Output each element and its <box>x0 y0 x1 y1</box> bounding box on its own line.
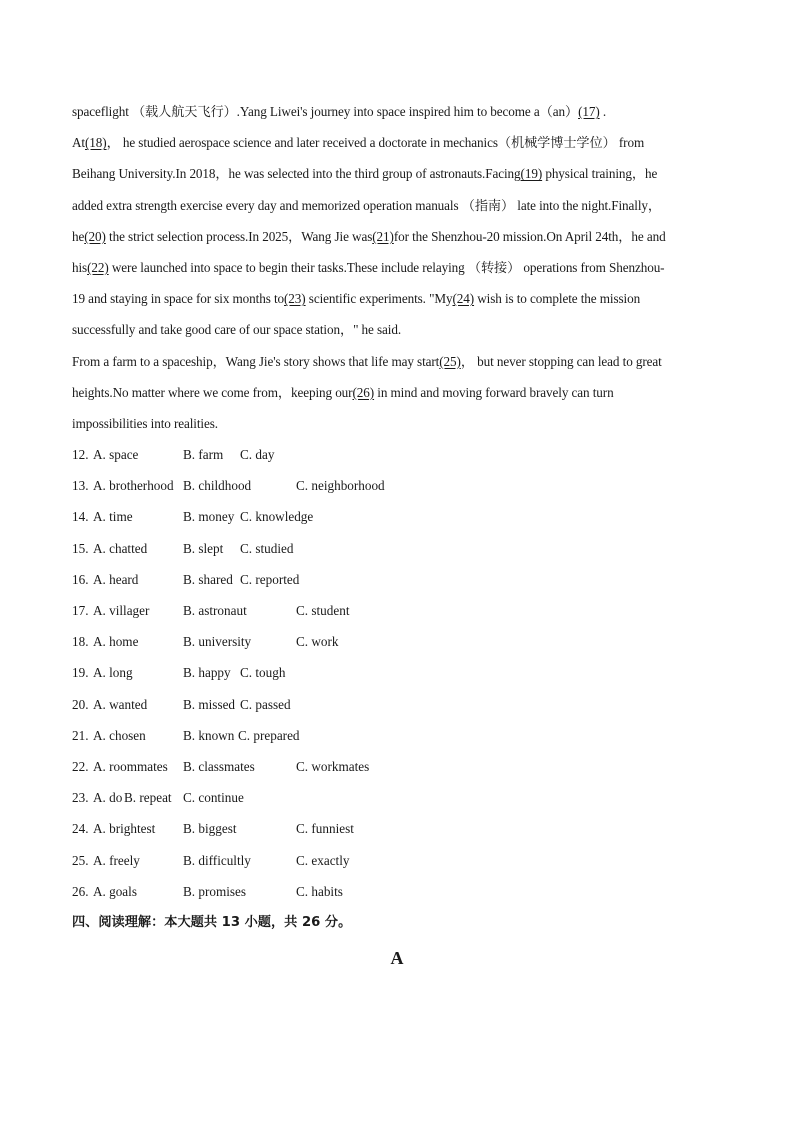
option-b: B. repeat <box>124 790 172 806</box>
option-a: A. time <box>93 509 133 525</box>
passage-line <box>72 408 722 439</box>
question-row <box>72 845 722 876</box>
option-a: A. roommates <box>93 758 168 774</box>
question-number: 17. <box>72 603 89 618</box>
option-c: C. funniest <box>296 821 354 837</box>
option-c: C. neighborhood <box>296 478 385 494</box>
option-c: C. workmates <box>296 758 370 774</box>
section-heading-mid: 小题，共 <box>240 914 302 930</box>
passage-line <box>72 346 722 377</box>
option-b: B. difficultly <box>183 852 251 868</box>
option-c: C. day <box>240 447 275 463</box>
question-row <box>72 657 722 688</box>
passage-text: his <box>72 259 88 275</box>
option-c: C. studied <box>240 540 294 556</box>
section-heading-score: 26 <box>301 914 321 930</box>
option-a: A. long <box>93 665 133 681</box>
question-number: 23. <box>72 790 89 806</box>
option-b: B. farm <box>183 447 224 463</box>
option-c: C. tough <box>240 665 286 681</box>
question-number: 13. <box>72 478 89 494</box>
question-number: 19. <box>72 665 89 681</box>
question-row <box>72 533 722 564</box>
passage-line <box>72 252 722 283</box>
passage-text: successfully and take good care of our space station，" he said. <box>72 322 402 338</box>
option-b: B. astronaut <box>183 603 247 618</box>
option-c: C. student <box>296 603 350 618</box>
passage-text: spaceflight （载人航天飞行）.Yang Liwei's journey into space inspired him to become a（an） <box>72 104 579 119</box>
question-row <box>72 876 722 907</box>
question-row <box>72 595 722 626</box>
passage-text: At <box>72 135 85 151</box>
option-c: C. passed <box>240 696 291 712</box>
passage-line <box>72 314 722 345</box>
passage-text: Beihang University.In 2018，he was selected into the third group of astronauts.Facing <box>72 166 521 182</box>
question-row <box>72 470 722 501</box>
option-b: B. known <box>183 727 235 743</box>
option-c: C. continue <box>183 790 244 806</box>
blank-number: (22) <box>87 259 109 275</box>
blank-number: (20) <box>84 228 106 244</box>
option-c: C. knowledge <box>240 509 314 525</box>
passage-text: he <box>72 228 85 244</box>
blank-number: (23) <box>284 291 306 307</box>
question-row <box>72 564 722 595</box>
passage-line <box>72 158 722 189</box>
passage-text: added extra strength exercise every day and memorized operation manuals （指南） late into the night.Finally， <box>72 197 661 213</box>
option-c: C. prepared <box>238 727 300 743</box>
question-row <box>72 782 722 813</box>
option-c: C. work <box>296 634 339 650</box>
option-b: B. biggest <box>183 821 237 837</box>
option-a: A. chatted <box>93 540 148 556</box>
passage-text: heights.No matter where we come from，keeping our <box>72 384 353 400</box>
question-number: 25. <box>72 852 89 868</box>
blank-number: (25) <box>439 353 461 369</box>
option-b: B. shared <box>183 571 233 587</box>
option-a: A. home <box>93 634 139 650</box>
blank-number: (21) <box>372 228 394 244</box>
option-b: B. missed <box>183 696 236 712</box>
option-a: A. do <box>93 790 123 806</box>
passage-text: scientific experiments. "My <box>305 291 453 307</box>
blank-number: (17) <box>578 104 600 119</box>
passage-text: From a farm to a spaceship，Wang Jie's story shows that life may start <box>72 353 440 369</box>
option-c: C. reported <box>240 571 300 587</box>
question-number: 16. <box>72 571 89 587</box>
question-list <box>72 439 722 907</box>
question-row <box>72 720 722 751</box>
cloze-passage <box>72 96 722 439</box>
passage-text: physical training，he <box>542 166 658 182</box>
part-title: A <box>390 948 404 968</box>
question-number: 20. <box>72 696 89 712</box>
option-a: A. space <box>93 447 139 463</box>
option-b: B. slept <box>183 540 224 556</box>
option-c: C. exactly <box>296 852 350 868</box>
question-number: 18. <box>72 634 89 650</box>
section-heading-prefix: 四、阅读理解：本大题共 <box>72 914 222 930</box>
question-number: 21. <box>72 727 89 743</box>
question-number: 26. <box>72 883 89 899</box>
passage-line <box>72 96 722 127</box>
option-a: A. chosen <box>93 727 146 743</box>
passage-line <box>72 127 722 158</box>
passage-text: 19 and staying in space for six months to <box>72 291 285 307</box>
option-b: B. money <box>183 509 235 525</box>
passage-text: were launched into space to begin their tasks.These include relaying （转接） operations from Shenzhou- <box>108 259 665 275</box>
question-number: 14. <box>72 509 89 525</box>
question-number: 22. <box>72 758 89 774</box>
option-b: B. happy <box>183 665 231 681</box>
passage-text: wish is to complete the mission <box>474 291 641 307</box>
passage-text: ， but never stopping can lead to great <box>460 353 662 369</box>
option-b: B. childhood <box>183 478 252 494</box>
passage-text: . <box>599 104 607 119</box>
question-row <box>72 626 722 657</box>
passage-text: for the Shenzhou-20 mission.On April 24th，he and <box>393 228 666 244</box>
blank-number: (24) <box>452 291 475 307</box>
passage-text: impossibilities into realities. <box>72 415 218 431</box>
option-a: A. brightest <box>93 821 156 837</box>
section-heading-count: 13 <box>221 914 241 930</box>
option-b: B. classmates <box>183 758 255 774</box>
option-a: A. brotherhood <box>93 478 174 494</box>
option-a: A. freely <box>93 852 140 868</box>
option-a: A. heard <box>93 571 139 587</box>
option-b: B. promises <box>183 883 247 899</box>
blank-number: (26) <box>352 384 375 400</box>
question-number: 15. <box>72 540 89 556</box>
passage-line <box>72 190 722 221</box>
option-c: C. habits <box>296 883 343 899</box>
passage-text: ， he studied aerospace science and later received a doctorate in mechanics（机械学博士学位） from <box>106 135 645 151</box>
question-row <box>72 689 722 720</box>
section-heading <box>72 907 722 938</box>
passage-line <box>72 283 722 314</box>
question-row <box>72 751 722 782</box>
blank-number: (18) <box>85 135 107 151</box>
option-a: A. villager <box>93 603 150 618</box>
question-row <box>72 501 722 532</box>
blank-number: (19) <box>520 166 543 182</box>
passage-line <box>72 221 722 252</box>
question-number: 12. <box>72 447 89 463</box>
question-number: 24. <box>72 821 89 837</box>
passage-text: the strict selection process.In 2025，Wang Jie was <box>105 228 373 244</box>
question-row <box>72 813 722 844</box>
option-b: B. university <box>183 634 252 650</box>
question-row <box>72 439 722 470</box>
document-page <box>72 96 722 938</box>
option-a: A. goals <box>93 883 137 899</box>
passage-text: in mind and moving forward bravely can turn <box>374 384 614 400</box>
section-heading-suffix: 分。 <box>320 914 352 930</box>
option-a: A. wanted <box>93 696 148 712</box>
passage-line <box>72 377 722 408</box>
